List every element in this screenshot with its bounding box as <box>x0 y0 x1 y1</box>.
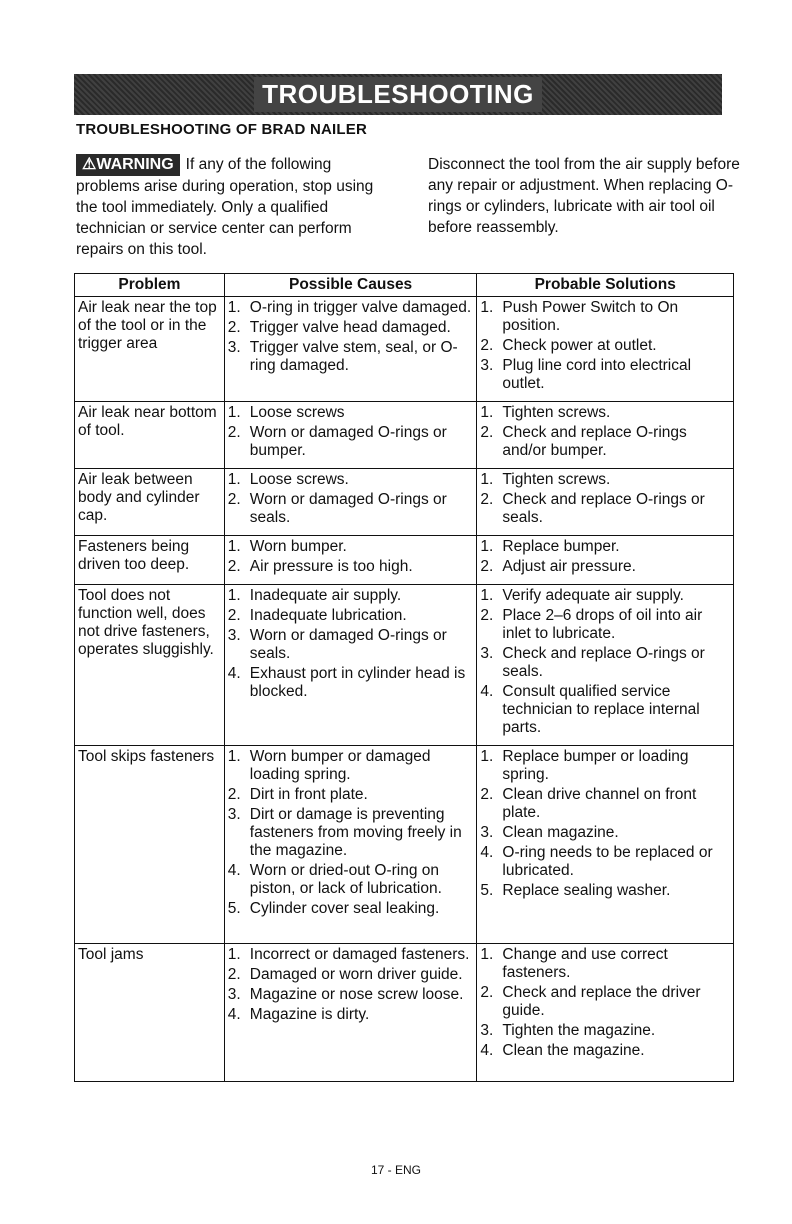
item-number: 5. <box>480 882 494 899</box>
item-number: 3. <box>480 824 494 841</box>
cause-item <box>228 946 474 964</box>
causes-cell <box>224 402 477 469</box>
item-text: Loose screws. <box>249 471 349 488</box>
solutions-cell <box>477 746 734 944</box>
item-text: Trigger valve head damaged. <box>249 319 451 336</box>
causes-cell <box>224 585 477 746</box>
item-text: Magazine is dirty. <box>249 1006 370 1023</box>
item-text: Check and replace O-rings or seals. <box>502 645 705 680</box>
item-text: Plug line cord into electrical outlet. <box>502 357 692 392</box>
item-number: 2. <box>227 558 241 575</box>
solution-item <box>480 824 730 842</box>
table-row <box>75 746 734 944</box>
problem-cell: Tool does not function well, does not drive fasteners, operates sluggishly. <box>75 585 225 746</box>
item-number: 3. <box>480 645 494 662</box>
item-text: Replace sealing washer. <box>502 882 671 899</box>
solutions-cell <box>477 944 734 1082</box>
causes-list <box>228 538 474 576</box>
table-row <box>75 585 734 746</box>
item-text: Cylinder cover seal leaking. <box>249 900 440 917</box>
item-number: 1. <box>227 299 241 316</box>
cause-item <box>228 587 474 605</box>
cause-item <box>228 404 474 422</box>
item-text: Air pressure is too high. <box>249 558 413 575</box>
item-number: 4. <box>227 862 241 879</box>
item-number: 2. <box>227 491 241 508</box>
banner-title: TROUBLESHOOTING <box>254 77 542 112</box>
item-number: 5. <box>227 900 241 917</box>
item-text: Damaged or worn driver guide. <box>249 966 463 983</box>
item-number: 3. <box>227 339 241 356</box>
causes-cell <box>224 536 477 585</box>
item-text: Verify adequate air supply. <box>502 587 684 604</box>
solution-item <box>480 748 730 784</box>
item-text: Worn or damaged O-rings or seals. <box>249 627 447 662</box>
page-number: 17 - ENG <box>370 1163 421 1177</box>
item-number: 1. <box>227 404 241 421</box>
item-text: Change and use correct fasteners. <box>502 946 668 981</box>
item-number: 2. <box>480 424 494 441</box>
item-number: 1. <box>227 748 241 765</box>
item-number: 2. <box>480 491 494 508</box>
item-number: 2. <box>227 319 241 336</box>
solution-item <box>480 1022 730 1040</box>
solutions-list <box>480 299 730 393</box>
cause-item <box>228 491 474 527</box>
item-number: 3. <box>227 986 241 1003</box>
item-number: 1. <box>480 748 494 765</box>
solution-item <box>480 683 730 737</box>
item-text: Replace bumper or loading spring. <box>502 748 689 783</box>
causes-list <box>228 587 474 701</box>
cause-item <box>228 986 474 1004</box>
solution-item <box>480 538 730 556</box>
cause-item <box>228 471 474 489</box>
problem-cell: Tool jams <box>75 944 225 1082</box>
item-text: Clean magazine. <box>502 824 619 841</box>
item-text: Place 2–6 drops of oil into air inlet to lubricate. <box>502 607 703 642</box>
warning-left-text <box>76 154 396 260</box>
solutions-cell <box>477 536 734 585</box>
item-text: Worn bumper. <box>249 538 347 555</box>
item-text: Inadequate air supply. <box>249 587 402 604</box>
solution-item <box>480 357 730 393</box>
problem-cell: Tool skips fasteners <box>75 746 225 944</box>
solution-item <box>480 491 730 527</box>
item-text: Replace bumper. <box>502 538 620 555</box>
item-text: Check and replace the driver guide. <box>502 984 701 1019</box>
item-text: Push Power Switch to On position. <box>502 299 679 334</box>
causes-list <box>228 471 474 527</box>
item-text: Worn bumper or damaged loading spring. <box>249 748 431 783</box>
item-number: 2. <box>227 966 241 983</box>
cause-item <box>228 862 474 898</box>
solution-item <box>480 299 730 335</box>
troubleshooting-table <box>74 273 734 1082</box>
item-text: Clean the magazine. <box>502 1042 645 1059</box>
table-body <box>75 297 734 1082</box>
item-number: 4. <box>227 665 241 682</box>
item-text: Exhaust port in cylinder head is blocked. <box>249 665 466 700</box>
cause-item <box>228 299 474 317</box>
cause-item <box>228 424 474 460</box>
cause-item <box>228 900 474 918</box>
solution-item <box>480 337 730 355</box>
cause-item <box>228 966 474 984</box>
solutions-list <box>480 471 730 527</box>
item-number: 1. <box>480 538 494 555</box>
problem-cell: Air leak between body and cylinder cap. <box>75 469 225 536</box>
item-number: 3. <box>480 357 494 374</box>
solution-item <box>480 844 730 880</box>
item-text: Inadequate lubrication. <box>249 607 407 624</box>
item-text: Incorrect or damaged fasteners. <box>249 946 470 963</box>
item-number: 1. <box>480 587 494 604</box>
item-number: 4. <box>480 844 494 861</box>
solutions-cell <box>477 297 734 402</box>
item-number: 2. <box>480 558 494 575</box>
solution-item <box>480 882 730 900</box>
cause-item <box>228 806 474 860</box>
solution-item <box>480 587 730 605</box>
cause-item <box>228 1006 474 1024</box>
item-number: 2. <box>227 607 241 624</box>
table-row <box>75 297 734 402</box>
solution-item <box>480 946 730 982</box>
item-number: 1. <box>480 946 494 963</box>
item-number: 2. <box>480 984 494 1001</box>
causes-list <box>228 946 474 1024</box>
item-text: Consult qualified service technician to replace internal parts. <box>502 683 700 736</box>
section-banner <box>74 74 722 115</box>
table-row <box>75 944 734 1082</box>
item-text: Clean drive channel on front plate. <box>502 786 697 821</box>
item-text: Dirt or damage is preventing fasteners from moving freely in the magazine. <box>249 806 462 859</box>
item-text: O-ring in trigger valve damaged. <box>249 299 472 316</box>
item-number: 2. <box>480 337 494 354</box>
table-header-row <box>75 274 734 297</box>
item-text: Check power at outlet. <box>502 337 657 354</box>
item-text: Adjust air pressure. <box>502 558 636 575</box>
cause-item <box>228 538 474 556</box>
item-text: Trigger valve stem, seal, or O-ring damaged. <box>249 339 458 374</box>
item-number: 1. <box>480 299 494 316</box>
warning-badge: ⚠WARNING <box>76 154 180 176</box>
cause-item <box>228 786 474 804</box>
solutions-cell <box>477 585 734 746</box>
item-number: 2. <box>227 424 241 441</box>
causes-list <box>228 404 474 460</box>
item-number: 1. <box>480 404 494 421</box>
item-text: Tighten screws. <box>502 404 611 421</box>
item-number: 4. <box>480 683 494 700</box>
solutions-list <box>480 538 730 576</box>
warning-left-body: If any of the following problems arise during operation, stop using the tool immediately. Only a qualified technician or service center can perform repairs on this tool. <box>76 156 374 258</box>
item-text: Check and replace O-rings or seals. <box>502 491 705 526</box>
solution-item <box>480 645 730 681</box>
solutions-cell <box>477 402 734 469</box>
item-text: O-ring needs to be replaced or lubricated. <box>502 844 713 879</box>
cause-item <box>228 607 474 625</box>
cause-item <box>228 627 474 663</box>
causes-cell <box>224 746 477 944</box>
cause-item <box>228 319 474 337</box>
problem-cell: Air leak near the top of the tool or in the trigger area <box>75 297 225 402</box>
solution-item <box>480 424 730 460</box>
causes-list <box>228 748 474 918</box>
table-row <box>75 536 734 585</box>
solutions-cell <box>477 469 734 536</box>
solution-item <box>480 607 730 643</box>
cause-item <box>228 339 474 375</box>
solution-item <box>480 786 730 822</box>
table-row <box>75 402 734 469</box>
item-number: 1. <box>227 587 241 604</box>
header-solutions: Probable Solutions <box>477 274 734 297</box>
item-text: Worn or dried-out O-ring on piston, or lack of lubrication. <box>249 862 442 897</box>
item-number: 1. <box>227 538 241 555</box>
table-row <box>75 469 734 536</box>
item-number: 4. <box>227 1006 241 1023</box>
item-number: 2. <box>480 786 494 803</box>
causes-cell <box>224 944 477 1082</box>
item-number: 1. <box>227 471 241 488</box>
solutions-list <box>480 404 730 460</box>
item-text: Dirt in front plate. <box>249 786 368 803</box>
header-problem: Problem <box>75 274 225 297</box>
solutions-list <box>480 748 730 900</box>
solution-item <box>480 1042 730 1060</box>
item-text: Tighten the magazine. <box>502 1022 656 1039</box>
solutions-list <box>480 587 730 737</box>
item-text: Tighten screws. <box>502 471 611 488</box>
warning-right-text: Disconnect the tool from the air supply before any repair or adjustment. When replacing O-rings or cylinders, lubricate with air tool oil before reassembly. <box>428 156 740 236</box>
causes-list <box>228 299 474 375</box>
causes-cell <box>224 297 477 402</box>
item-number: 3. <box>480 1022 494 1039</box>
item-number: 2. <box>480 607 494 624</box>
page-subtitle: TROUBLESHOOTING OF BRAD NAILER <box>76 121 367 138</box>
item-number: 1. <box>227 946 241 963</box>
solution-item <box>480 984 730 1020</box>
item-number: 2. <box>227 786 241 803</box>
cause-item <box>228 558 474 576</box>
solution-item <box>480 404 730 422</box>
item-text: Worn or damaged O-rings or seals. <box>249 491 447 526</box>
item-text: Magazine or nose screw loose. <box>249 986 464 1003</box>
problem-cell: Air leak near bottom of tool. <box>75 402 225 469</box>
item-text: Check and replace O-rings and/or bumper. <box>502 424 687 459</box>
item-number: 4. <box>480 1042 494 1059</box>
solution-item <box>480 471 730 489</box>
item-number: 3. <box>227 627 241 644</box>
item-text: Loose screws <box>249 404 345 421</box>
item-text: Worn or damaged O-rings or bumper. <box>249 424 447 459</box>
problem-cell: Fasteners being driven too deep. <box>75 536 225 585</box>
causes-cell <box>224 469 477 536</box>
cause-item <box>228 665 474 701</box>
item-number: 3. <box>227 806 241 823</box>
header-causes: Possible Causes <box>224 274 477 297</box>
item-number: 1. <box>480 471 494 488</box>
solution-item <box>480 558 730 576</box>
solutions-list <box>480 946 730 1060</box>
cause-item <box>228 748 474 784</box>
